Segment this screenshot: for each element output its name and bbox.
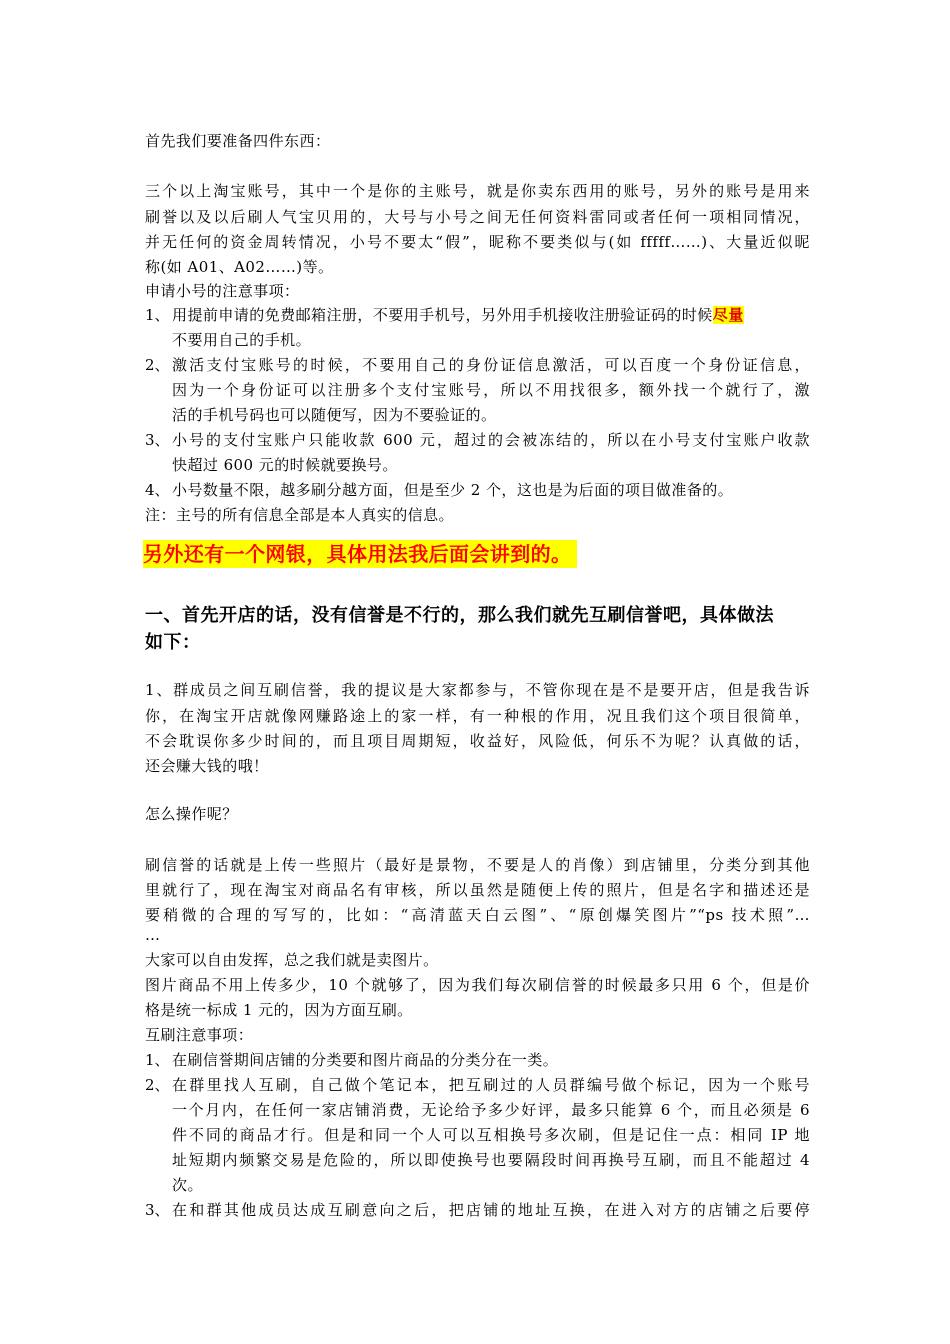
paragraph-line: 要稍微的合理的写写的，比如：“高清蓝天白云图”、“原创爆笑图片”“ps 技术照”… (145, 906, 810, 924)
intro-title: 首先我们要准备四件东西： (145, 132, 331, 150)
list-item-text: 快超过 600 元的时候就要换号。 (172, 456, 398, 474)
list-item-text: 址短期内频繁交易是危险的，所以即使换号也要隔段时间再换号互刷，而且不能超过 4 (172, 1151, 810, 1169)
list-item-text: 激活支付宝账号的时候，不要用自己的身份证信息激活，可以百度一个身份证信息， (172, 356, 810, 374)
main-account-note: 注：主号的所有信息全部是本人真实的信息。 (145, 506, 455, 524)
list-item-text: 一个月内，在任何一家店铺消费，无论给予多少好评，最多只能算 6 个，而且必须是 6 (172, 1101, 810, 1119)
list-item-text: 用提前申请的免费邮箱注册，不要用手机号，另外用手机接收注册验证码的时候尽量 (172, 306, 744, 324)
list-item-text: 在群里找人互刷，自己做个笔记本，把互刷过的人员群编号做个标记，因为一个账号 (172, 1076, 810, 1094)
intro-paragraph-line: 刷誉以及以后刷人气宝贝用的，大号与小号之间无任何资料雷同或者任何一项相同情况， (145, 208, 810, 226)
list-item-text: 次。 (172, 1176, 203, 1194)
list-number: 4、 (145, 481, 170, 499)
mutual-notes-title: 互刷注意事项： (145, 1026, 254, 1044)
online-banking-highlight: 另外还有一个网银，具体用法我后面会讲到的。 (143, 540, 577, 568)
paragraph-line: 1、群成员之间互刷信誉，我的提议是大家都参与，不管你现在是不是要开店，但是我告诉 (145, 681, 810, 699)
list-number: 3、 (145, 1201, 170, 1219)
list-item-text: 因为一个身份证可以注册多个支付宝账号，所以不用找很多，额外找一个就行了，激 (172, 381, 810, 399)
paragraph-line: 图片商品不用上传多少，10 个就够了，因为我们每次刷信誉的时候最多只用 6 个，但是价 (145, 976, 810, 994)
list-number: 2、 (145, 1076, 170, 1094)
intro-paragraph-line: 称(如 A01、A02……)等。 (145, 258, 334, 276)
highlighted-word: 尽量 (712, 306, 744, 324)
list-item-text: 件不同的商品才行。但是和同一个人可以互相换号多次刷，但是记住一点：相同 IP 地 (172, 1126, 810, 1144)
paragraph-line: 你，在淘宝开店就像网赚路途上的家一样，有一种根的作用，况且我们这个项目很简单， (145, 707, 810, 725)
list-item-text: 小号的支付宝账户只能收款 600 元，超过的会被冻结的，所以在小号支付宝账户收款 (172, 431, 810, 449)
list-item-text: 在和群其他成员达成互刷意向之后，把店铺的地址互换，在进入对方的店铺之后要停 (172, 1201, 810, 1219)
paragraph-line: 刷信誉的话就是上传一些照片（最好是景物，不要是人的肖像）到店铺里，分类分到其他 (145, 856, 810, 874)
list-item-text: 活的手机号码也可以随便写，因为不要验证的。 (172, 406, 497, 424)
intro-paragraph-line: 并无任何的资金周转情况，小号不要太“假”，昵称不要类似与(如 fffff……)、大量近似昵 (145, 233, 810, 251)
paragraph-line: 大家可以自由发挥，总之我们就是卖图片。 (145, 951, 439, 969)
paragraph-line: … (145, 926, 161, 944)
question-line: 怎么操作呢？ (145, 805, 238, 823)
section-heading: 如下： (145, 632, 201, 653)
paragraph-line: 还会赚大钱的哦！ (145, 757, 269, 775)
intro-paragraph-line: 三个以上淘宝账号，其中一个是你的主账号，就是你卖东西用的账号，另外的账号是用来 (145, 182, 810, 200)
list-item-text: 在刷信誉期间店铺的分类要和图片商品的分类分在一类。 (172, 1051, 559, 1069)
list-number: 1、 (145, 306, 170, 324)
list-item-text: 不要用自己的手机。 (172, 331, 312, 349)
list-item-text: 小号数量不限，越多刷分越方面，但是至少 2 个，这也是为后面的项目做准备的。 (172, 481, 734, 499)
paragraph-line: 不会耽误你多少时间的，而且项目周期短，收益好，风险低，何乐不为呢？认真做的话， (145, 732, 810, 750)
list-number: 2、 (145, 356, 170, 374)
section-heading: 一、首先开店的话，没有信誉是不行的，那么我们就先互刷信誉吧，具体做法 (145, 605, 774, 626)
small-account-notes-title: 申请小号的注意事项： (145, 282, 300, 300)
list-number: 1、 (145, 1051, 170, 1069)
list-number: 3、 (145, 431, 170, 449)
paragraph-line: 格是统一标成 1 元的，因为方面互刷。 (145, 1001, 413, 1019)
paragraph-line: 里就行了，现在淘宝对商品名有审核，所以虽然是随便上传的照片，但是名字和描述还是 (145, 881, 810, 899)
